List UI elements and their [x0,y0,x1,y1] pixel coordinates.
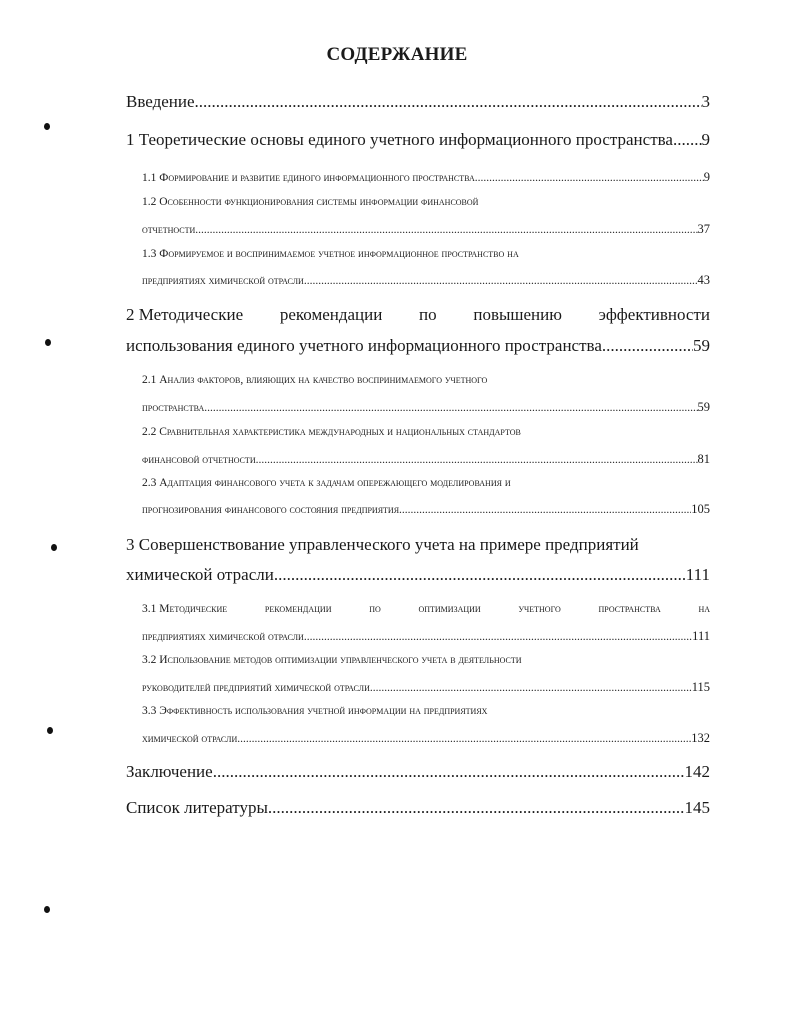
dot-leader [213,762,685,782]
dot-leader [195,224,697,236]
toc-entry-section-3-3-line1[interactable]: 3.3 Эффективность использования учетной информации на предприятиях [142,705,488,717]
toc-entry-section-3-1[interactable] [142,629,710,644]
toc-entry-section-1-2-line1[interactable]: 1.2 Особенности функционирования системы информации финансовой [142,196,479,208]
toc-entry-section-1-1[interactable] [142,170,710,185]
toc-word: пространства [598,603,661,615]
toc-entry-text: химической отрасли [126,565,274,584]
toc-entry-section-2-3-line1[interactable]: 2.3 Адаптация финансового учета к задачам опережающего моделирования и [142,477,511,489]
toc-word: рекомендации [264,603,332,615]
toc-word: эффективности [598,305,710,324]
toc-word: рекомендации [279,305,383,324]
toc-page-number: 59 [697,400,710,414]
toc-word: по [369,603,381,615]
toc-entry-text: химической отрасли. [142,733,241,745]
toc-entry-section-1-2[interactable] [142,222,710,237]
dot-leader [475,172,704,184]
toc-entry-section-3-2[interactable] [142,680,710,695]
toc-entry-text: использования единого учетного информационного пространства. [126,336,607,355]
toc-word: по [419,305,437,324]
toc-entry-text: 1.1 Формирование и развитие единого информационного пространства [142,172,475,184]
toc-page-number: 142 [684,762,710,781]
toc-entry-text: руководителей предприятий химической отрасли [142,682,370,694]
toc-entry-text: финансовой отчетности [142,454,256,466]
toc-entry-section-2-1[interactable] [142,400,710,415]
toc-entry-section-3-2-line1[interactable]: 3.2 Использование методов оптимизации управленческого учета в деятельности [142,654,522,666]
toc-page-number: 132 [691,731,710,745]
toc-entry-section-2-2-line1[interactable]: 2.2 Сравнительная характеристика международных и национальных стандартов [142,426,521,438]
toc-entry-text: отчетности [142,224,196,236]
scan-mark [51,544,57,551]
toc-entry-text: Список литературы [126,798,268,817]
dot-leader [256,454,698,466]
toc-page-number: 37 [697,222,710,236]
dot-leader [606,336,693,356]
toc-entry-chapter-3[interactable] [126,565,710,585]
dot-leader [304,275,698,287]
toc-page-number: 145 [684,798,710,817]
toc-entry-chapter-3-line1[interactable]: 3 Совершенствование управленческого учета на примере предприятий [126,535,639,554]
dot-leader [304,631,692,643]
toc-entry-literature[interactable] [126,798,710,818]
toc-entry-section-3-3[interactable] [142,731,710,746]
toc-page-number: 3 [701,92,710,111]
toc-entry-introduction[interactable] [126,92,710,112]
toc-entry-section-3-1-line1[interactable] [142,603,710,615]
toc-entry-chapter-2-line1[interactable] [126,305,710,325]
toc-page-number: 105 [691,502,710,516]
dot-leader [204,402,697,414]
toc-page-number: 111 [692,629,710,643]
toc-entry-text: Введение [126,92,195,111]
toc-word: 3.1 Методические [142,603,228,615]
dot-leader [399,504,691,516]
scan-mark [44,906,50,913]
toc-page-number: 115 [691,680,710,694]
toc-entry-section-2-3[interactable] [142,502,710,517]
toc-entry-conclusion[interactable] [126,762,710,782]
toc-entry-text: 1 Теоретические основы единого учетного информационного пространства [126,130,673,149]
dot-leader [240,733,691,745]
toc-page-number: 43 [697,273,710,287]
toc-entry-chapter-1[interactable] [126,130,710,150]
dot-leader [370,682,692,694]
dot-leader [274,565,686,585]
scan-mark [45,339,51,346]
dot-leader [673,130,702,150]
toc-word: повышению [473,305,562,324]
toc-entry-section-1-3[interactable] [142,273,710,288]
toc-word: учетного [518,603,561,615]
toc-entry-text: Заключение [126,762,213,781]
toc-page-number: 111 [685,565,710,584]
toc-entry-section-2-1-line1[interactable]: 2.1 Анализ факторов, влияющих на качество воспринимаемого учетного [142,374,488,386]
toc-entry-text: прогнозирования финансового состояния предприятия [142,504,400,516]
scan-mark [44,123,50,130]
toc-page-number: 59 [693,336,710,355]
toc-word: 2 Методические [126,305,244,324]
toc-word: на [698,603,710,615]
toc-word: оптимизации [418,603,481,615]
toc-entry-text: предприятиях химической отрасли [142,631,304,643]
dot-leader [268,798,685,818]
dot-leader [195,92,702,112]
page-title: СОДЕРЖАНИЕ [326,44,468,65]
toc-page-number: 9 [703,170,710,184]
toc-entry-section-2-2[interactable] [142,452,710,467]
toc-entry-section-1-3-line1[interactable]: 1.3 Формируемое и воспринимаемое учетное информационное пространство на [142,248,519,260]
toc-entry-text: предприятиях химической отрасли [142,275,304,287]
toc-entry-text: пространства [142,402,205,414]
toc-entry-chapter-2[interactable] [126,336,710,356]
scan-mark [47,727,53,734]
toc-page-number: 81 [697,452,710,466]
toc-page-number: 9 [701,130,710,149]
